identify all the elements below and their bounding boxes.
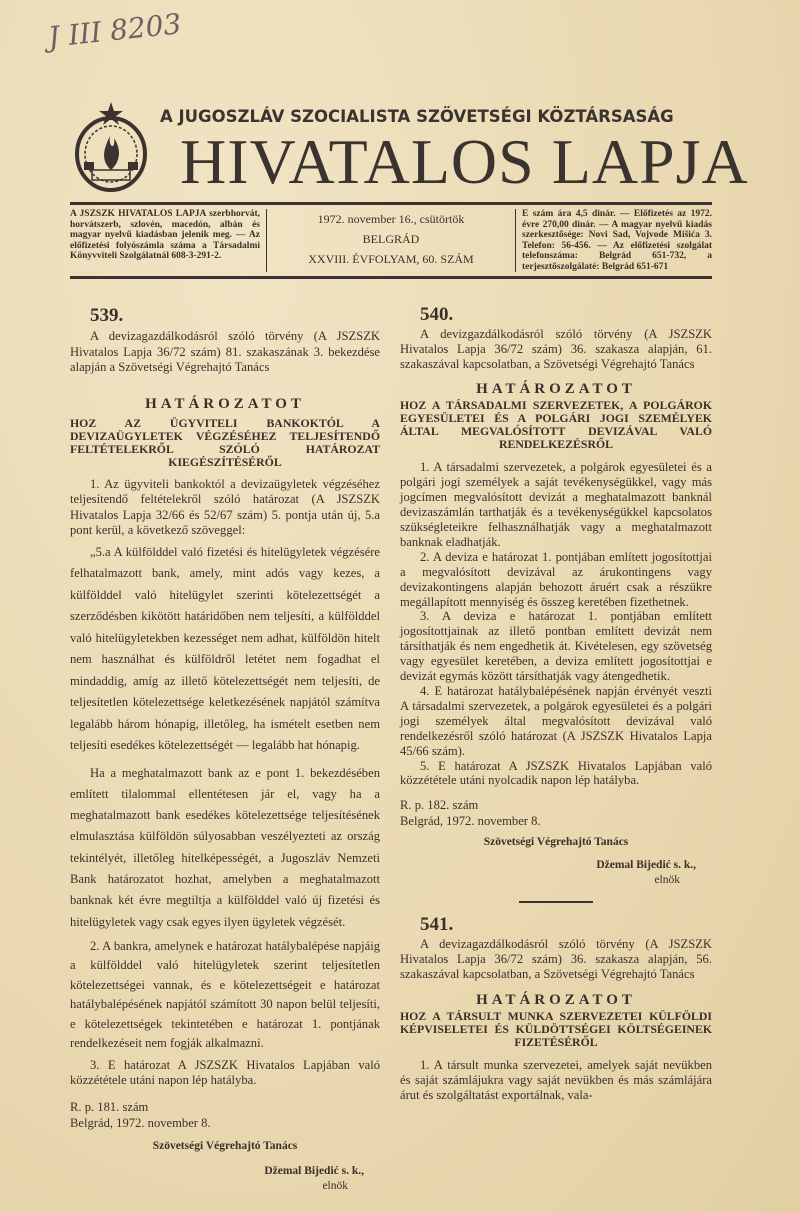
article-heading: HATÁROZATOT	[145, 395, 305, 412]
article-paragraph: 1. A társult munka szervezetei, amelyek saját nevükben és saját számlájukra vagy saját nevükben és más számlájára árut és szolgáltatást exportálnak, vala-	[400, 1057, 712, 1102]
article-reference: R. p. 182. szám	[400, 798, 479, 813]
article-signer-title: elnök	[322, 1179, 348, 1192]
article-paragraph: 3. E határozat A JSZSZK Hivatalos Lapjában való közzététele utáni napon lép hatályba.	[70, 1057, 380, 1088]
article-paragraph: 1. A társadalmi szervezetek, a polgárok egyesületei és a polgári jogi személyek a saját tevékenységükkel, vagy más jogcímen megvalósított devizát a meghatalmazott banknál devizaszámlán tarthatják és a tevékenységükkel kapcsolatos szükségleteikre felhasználhatják vagy a meghatalmazott banknak eladhatják.	[400, 460, 712, 549]
article-paragraph: „5.a A külfölddel való fizetési és hitelügyletek végzésére felhatalmazott bank, amely, mint adós vagy kezes, a külfölddel való hitelügylet szerinti kötelezettségét a szerződésben kikötött határidőben nem teljesíti, a külfölddel való hitelügyletekben kezességet nem adhat, külföldön hitelt nem használhat és külföldről letétet nem fogadhat el mindaddig, amíg az illető kötelezettségét nem teljesíti, de teljesítetlen kötelezettsége keletkezésének napjától számítva legalább három hónapig, illetőleg, ha ismételt esetben nem teljesíti esedékes kötelezettségét — legalább hat hónapig.	[70, 544, 380, 752]
masthead-title: HIVATALOS LAPJA	[180, 126, 749, 197]
issue-volume: XXVIII. ÉVFOLYAM, 60. SZÁM	[308, 252, 474, 266]
masthead	[70, 100, 749, 197]
issue-date: 1972. november 16., csütörtök	[317, 212, 465, 226]
right-column	[400, 303, 712, 1193]
article-signer: Džemal Bijedić s. k.,	[264, 1164, 364, 1177]
article-paragraph: 3. A deviza e határozat 1. pontjában említett jogosítottjainak az illető pontban említett devizát nem társíthatják és nem engedhetik át. Kivételesen, egy szövetség vagy egyesület keretében, a deviza említett jogosítottjai e devizát egymás között társíthatják vagy átengedhetik.	[400, 609, 712, 684]
header-bottom-rule	[70, 276, 712, 279]
article-subtitle: HOZ A TÁRSULT MUNKA SZERVEZETEI KÜLFÖLDI KÉPVISELETEI ÉS KÜLDÖTTSÉGEI KÖLTSÉGEINEK FIZETÉSÉRŐL	[400, 1008, 712, 1049]
masthead-supertitle: A JUGOSZLÁV SZOCIALISTA SZÖVETSÉGI KÖZTÁRSASÁG	[160, 107, 674, 126]
issue-place: BELGRÁD	[362, 232, 420, 246]
article-540	[400, 303, 712, 887]
article-paragraph: Ha a meghatalmazott bank az e pont 1. bekezdésében említett tilalommal ellentétesen jár el, vagy ha a meghatalmazott bank esedékes kötelezettsége teljesítésének elmulasztása külföldön súlyosabban veszélyezteti az ország tekintélyét, illetőleg hitelképességét, a Jugoszláv Nemzeti Bank határozatot hozhat, amelyben a meghatalmazott banknak két évre megtiltja a külfölddel való új fizetési és hitelügyletek vagy csak egyes ilyen ügyletek végzését.	[70, 765, 380, 929]
article-paragraph: 5. E határozat A JSZSZK Hivatalos Lapjában való közzététele utáni nyolcadik napon lép hatályba.	[400, 758, 712, 788]
article-reference: R. p. 181. szám	[70, 1099, 149, 1114]
article-paragraph: 2. A bankra, amelynek e határozat hatálybalépése napjáig a külfölddel való hitelügyletek szerint teljesítetlen kötelezettségei vannak, és e kötelezettségeit e határozat hatálybalépésének napjától számított 30 napon belül teljesíti, e kötelezettségek tekintetében e határozat 1. pontjának rendelkezéseit nem fogják alkalmazni.	[70, 938, 380, 1051]
publication-info: A JSZSZK HIVATALOS LAPJA szerbhorvát, horvátszerb, szlovén, macedón, albán és magyar nyelvű kiadásban jelenik meg. — Az előfizetési folyószámla száma a Társadalmi Könyvviteli Szolgálatnál 608-3-291-2.	[70, 209, 260, 261]
article-paragraph: 1. Az ügyviteli bankoktól a devizaügyletek végzéséhez teljesítendő feltételekről szóló határozat (A JSZSZK Hivatalos Lapja 32/66 és 52/67 szám) 5. pontja után új, 5.a pont kerül, a következő szöveggel:	[70, 476, 380, 537]
article-number: 539.	[90, 305, 124, 326]
article-columns	[70, 303, 712, 1193]
article-paragraph: 2. A deviza e határozat 1. pontjában említett jogosítottjai a megvalósított devizával az árukontingens vagy devizakontingens alapján behozott áruért csak a részükre megállapított mennyiség és összeg keretében fizethetnek.	[400, 549, 712, 609]
article-council: Szövetségi Végrehajtó Tanács	[483, 836, 629, 849]
article-541	[400, 913, 712, 1102]
article-subtitle: HOZ A TÁRSADALMI SZERVEZETEK, A POLGÁROK EGYESÜLETEI ÉS A POLGÁRI JOGI SZEMÉLYEK ÁLTAL MEGVALÓSÍTOTT DEVIZÁVAL VALÓ RENDELKEZÉSRŐL	[400, 398, 712, 452]
article-date: Belgrád, 1972. november 8.	[70, 1115, 211, 1130]
article-signer: Džemal Bijedić s. k.,	[596, 859, 696, 872]
article-intro: A devizgazdálkodásról szóló törvény (A JSZSZK Hivatalos Lapja 36/72 szám) 36. szakasza alapján, 61. szakaszával kapcsolatban, a Szövetségi Végrehajtó Tanács	[400, 327, 712, 371]
subscription-info: E szám ára 4,5 dinár. — Előfizetés az 1972. évre 270,00 dinár. — A magyar nyelvű kiadás szerkesztősége: Novi Sad, Vojvode Mišića 3. Telefon: 56-456. — Az előfizetési szolgálat telefonszáma: Belgrád 651-732, a terjesztőszolgálaté: Belgrád 651-671	[522, 209, 712, 272]
article-intro: A devizagazdálkodásról szóló törvény (A JSZSZK Hivatalos Lapja 36/72 szám) 36. szakasza alapján, 56. szakaszával kapcsolatban, a Szövetségi Végrehajtó Tanács	[400, 937, 712, 981]
yugoslav-emblem	[70, 100, 152, 196]
article-number: 541.	[420, 914, 454, 936]
article-subtitle: HOZ AZ ÜGYVITELI BANKOKTÓL A DEVIZAÜGYLETEK VÉGZÉSÉHEZ TELJESÍTENDŐ FELTÉTELEKRŐL SZÓLÓ HATÁROZAT KIEGÉSZÍTÉSÉRŐL	[70, 415, 380, 469]
article-number: 540.	[420, 304, 454, 325]
article-intro: A devizagazdálkodásról szóló törvény (A JSZSZK Hivatalos Lapja 36/72 szám) 81. szakaszának 3. bekezdése alapján a Szövetségi Végrehajtó Tanács	[70, 329, 380, 374]
handwritten-archive-note: J III 8203	[46, 7, 183, 54]
article-heading: HATÁROZATOT	[476, 991, 636, 1008]
article-date: Belgrád, 1972. november 8.	[400, 814, 541, 829]
header-info-row	[70, 205, 712, 276]
article-divider	[519, 901, 593, 903]
masthead-text	[160, 106, 749, 196]
article-heading: HATÁROZATOT	[476, 381, 636, 398]
article-council: Szövetségi Végrehajtó Tanács	[152, 1139, 298, 1152]
article-paragraph: 4. E határozat hatálybalépésének napján érvényét veszti A társadalmi szervezetek, a polgárok egyesületei és a polgári jogi személyek által megvalósított devizával való rendelkezésről szóló határozat (A JSZSZK Hivatalos Lapja 45/66 szám).	[400, 683, 712, 758]
issue-info	[266, 209, 516, 272]
article-539	[70, 303, 380, 1193]
article-signer-title: elnök	[654, 874, 680, 887]
